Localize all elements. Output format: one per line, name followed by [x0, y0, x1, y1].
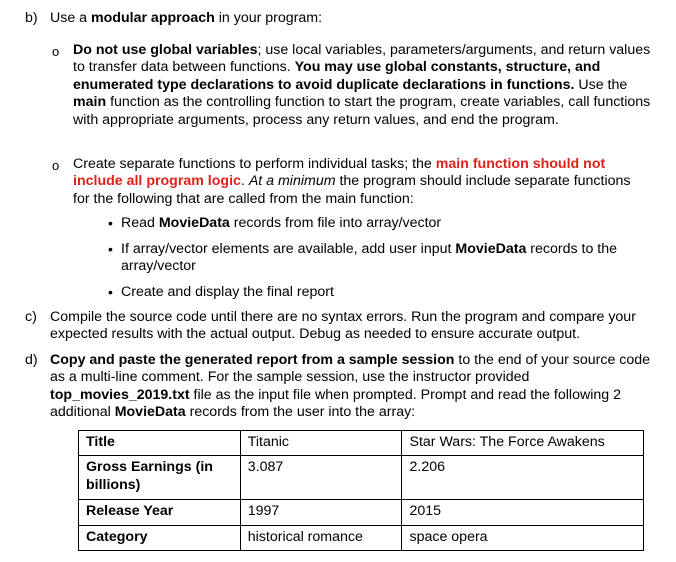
section-c-marker: c)	[25, 309, 37, 325]
movie-data-table	[78, 430, 644, 551]
text-run: the program should include separate functions for the following that are called from the main function:	[73, 173, 631, 207]
text-run: You may use global constants, structure, and enumerated type declarations to avoid duplicate declarations in functions.	[73, 59, 601, 93]
text-run: MovieData	[114, 404, 186, 421]
row-label-release-year: Release Year	[79, 500, 241, 525]
solid-bullet-icon: •	[108, 241, 113, 257]
text-run: file as the input file when prompted. Prompt and read the following 2 additional	[50, 386, 621, 421]
row-label-title: Title	[79, 431, 241, 456]
text-run: records from the user into the array:	[185, 404, 416, 421]
table-cell: Titanic	[240, 431, 402, 456]
row-label-category: Category	[79, 525, 241, 550]
text-run: top_movies_2019.txt	[50, 386, 190, 403]
text-run: If array/vector elements are available, add user input	[121, 241, 456, 257]
table-cell: 3.087	[240, 456, 402, 500]
hollow-bullet-icon: o	[52, 158, 60, 173]
section-c-text: Compile the source code until there are no syntax errors. Run the program and compare your expected results with the actual output. Debug as needed to ensure accurate output.	[50, 309, 636, 343]
text-run: ; use local variables, parameters/arguments, and return values to transfer data between functions.	[73, 42, 651, 76]
text-run: records to the array/vector	[121, 241, 618, 275]
text-run: main function should not include all program logic	[73, 156, 606, 190]
table-cell: historical romance	[240, 525, 402, 550]
row-label-gross-earnings: Gross Earnings (in billions)	[79, 456, 241, 500]
text-run: main	[73, 94, 107, 111]
table-row	[79, 431, 644, 456]
text-run: Create separate functions to perform individual tasks; the	[73, 156, 436, 172]
bullet-global-variables	[73, 42, 653, 129]
text-run: to the end of your source code as a multi-line comment. For the sample session, use the instructor provided	[50, 352, 651, 386]
text-run: Use a	[50, 10, 92, 26]
section-b-marker: b)	[25, 10, 38, 26]
text-run: Use the	[574, 76, 628, 93]
text-run: Do not use global variables	[73, 42, 258, 58]
table-cell: Star Wars: The Force Awakens	[402, 431, 644, 456]
text-run: At a minimum	[248, 173, 336, 190]
text-run: in your program:	[214, 10, 323, 26]
sub-bullet-read	[121, 215, 651, 232]
text-run: .	[240, 173, 249, 190]
text-run: modular approach	[91, 10, 215, 26]
table-cell: 2.206	[402, 456, 644, 500]
table-row	[79, 525, 644, 550]
text-run: Copy and paste the generated report from a sample session	[50, 352, 455, 368]
sub-bullet-report	[121, 284, 646, 301]
section-d-marker: d)	[25, 352, 38, 368]
section-d-text	[50, 352, 656, 422]
text-run: records from file into array/vector	[229, 215, 442, 231]
table-row	[79, 500, 644, 525]
text-run: function as the controlling function to start the program, create variables, call functions with appropriate arguments, process any return values, and end the program.	[73, 94, 651, 128]
text-run: MovieData	[455, 241, 527, 257]
table-cell: 2015	[402, 500, 644, 525]
text-run: Create and display the final report	[121, 284, 334, 300]
section-b-heading	[50, 10, 660, 27]
text-run: Read	[121, 215, 159, 231]
hollow-bullet-icon: o	[52, 44, 60, 59]
solid-bullet-icon: •	[108, 284, 113, 300]
table-row	[79, 456, 644, 500]
text-run: MovieData	[158, 215, 230, 231]
bullet-separate-functions	[73, 156, 645, 208]
sub-bullet-add	[121, 241, 646, 276]
solid-bullet-icon: •	[108, 215, 113, 231]
table-cell: space opera	[402, 525, 644, 550]
table-cell: 1997	[240, 500, 402, 525]
